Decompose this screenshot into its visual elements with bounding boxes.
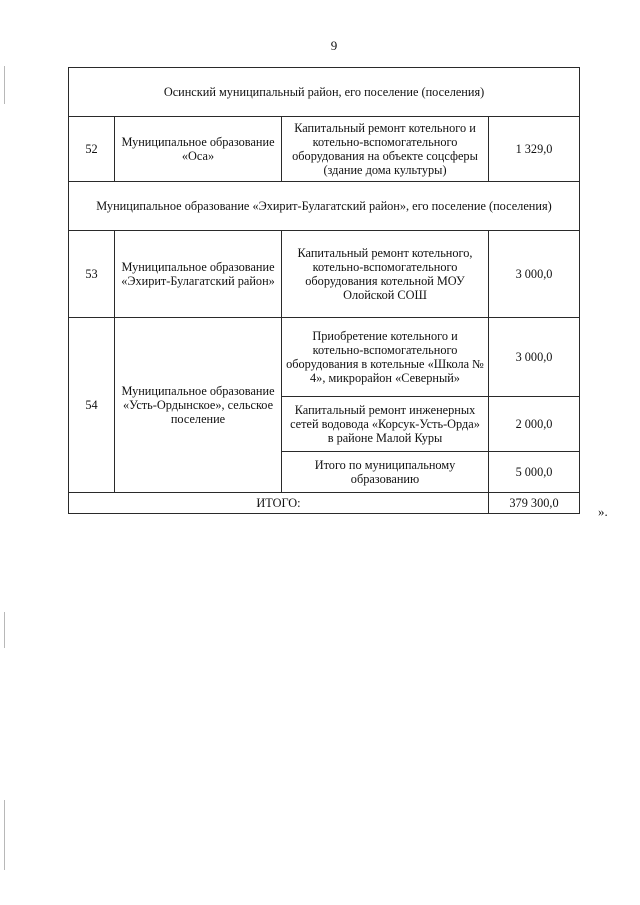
amount-cell: 3 000,0	[489, 318, 580, 397]
closing-quote-mark: ».	[598, 504, 608, 519]
table-row	[69, 318, 580, 397]
municipality-cell: Муниципальное образование «Эхирит-Булагатский район»	[115, 231, 282, 318]
subtotal-amount: 5 000,0	[489, 452, 580, 493]
section-header-row	[69, 182, 580, 231]
scan-edge-mark	[4, 612, 5, 648]
section-header-osa: Осинский муниципальный район, его поселение (поселения)	[69, 68, 580, 117]
scan-edge-mark	[4, 800, 5, 870]
work-description-cell: Приобретение котельного и котельно-вспомогательного оборудования в котельные «Школа № 4», микрорайон «Северный»	[282, 318, 489, 397]
work-description-cell: Капитальный ремонт инженерных сетей водовода «Корсук-Усть-Орда» в районе Малой Куры	[282, 397, 489, 452]
table-row	[69, 231, 580, 318]
subtotal-label: Итого по муниципальному образованию	[282, 452, 489, 493]
amount-cell: 3 000,0	[489, 231, 580, 318]
municipality-cell: Муниципальное образование «Оса»	[115, 117, 282, 182]
municipality-cell: Муниципальное образование «Усть-Ордынское», сельское поселение	[115, 318, 282, 493]
row-number: 52	[69, 117, 115, 182]
allocation-table	[68, 67, 580, 514]
table-row	[69, 117, 580, 182]
work-description-cell: Капитальный ремонт котельного и котельно-вспомогательного оборудования на объекте соцсферы (здание дома культуры)	[282, 117, 489, 182]
amount-cell: 2 000,0	[489, 397, 580, 452]
grand-total-row	[69, 493, 580, 514]
scan-edge-mark	[4, 66, 5, 104]
amount-cell: 1 329,0	[489, 117, 580, 182]
section-header-row	[69, 68, 580, 117]
grand-total-label: ИТОГО:	[69, 493, 489, 514]
grand-total-amount: 379 300,0	[489, 493, 580, 514]
work-description-cell: Капитальный ремонт котельного, котельно-вспомогательного оборудования котельной МОУ Олойской СОШ	[282, 231, 489, 318]
page-number: 9	[330, 38, 338, 53]
section-header-ekhirit: Муниципальное образование «Эхирит-Булагатский район», его поселение (поселения)	[69, 182, 580, 231]
row-number: 53	[69, 231, 115, 318]
row-number: 54	[69, 318, 115, 493]
